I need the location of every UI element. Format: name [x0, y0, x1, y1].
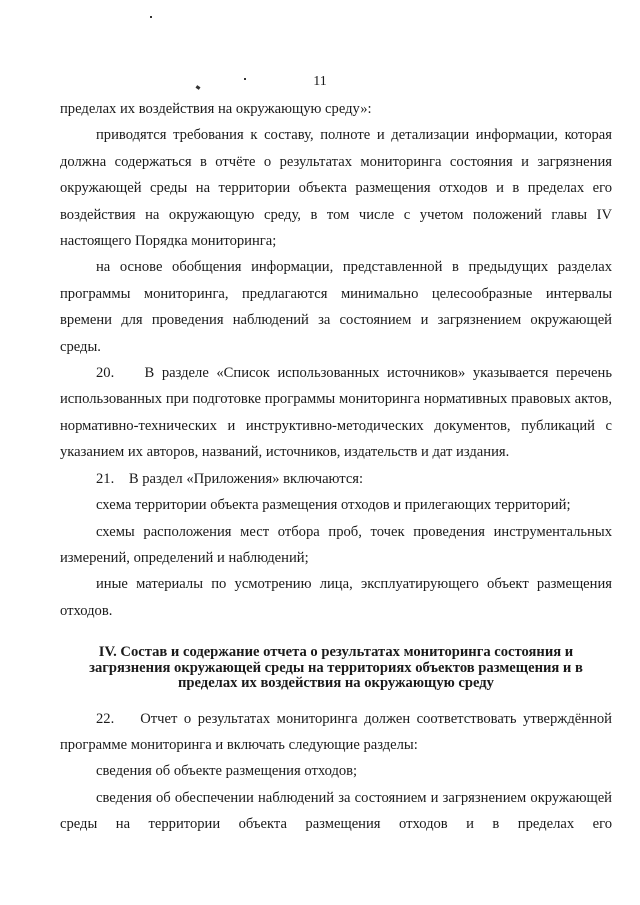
paragraph: 21. В раздел «Приложения» включаются:: [96, 470, 364, 487]
section-title: IV. Состав и содержание отчета о результатах мониторинга состояния и загрязнения окружающей среды на территориях объектов размещения и в пределах их воздействия на окружающую среду: [89, 644, 583, 692]
paragraph: 22. Отчет о результатах мониторинга должен соответствовать утверждённой программе мониторинга и включать следующие разделы:: [60, 710, 612, 754]
paragraph: сведения об объекте размещения отходов;: [96, 763, 358, 780]
paragraphs-after-section: [60, 706, 612, 838]
paragraph: на основе обобщения информации, представленной в предыдущих разделах программы мониторинга, предлагаются минимально целесообразные интервалы времени для проведения наблюдений за состоянием и загрязнением окружающей среды.: [60, 259, 612, 355]
page-number: 11: [313, 74, 327, 89]
paragraphs-before-section: [60, 96, 612, 624]
paragraph: пределах их воздействия на окружающую среду»:: [60, 101, 372, 117]
document-body: [60, 96, 612, 838]
paragraph: иные материалы по усмотрению лица, эксплуатирующего объект размещения отходов.: [60, 576, 612, 619]
scan-mark: [150, 16, 152, 18]
paragraph: 20. В разделе «Список использованных источников» указывается перечень использованных при подготовке программы мониторинга нормативных правовых актов, нормативно-технических и инструктивно-методических документов, публикаций с указанием их авторов, названий, источников, издательств и дат издания.: [60, 365, 612, 461]
paragraph: сведения об обеспечении наблюдений за состоянием и загрязнением окружающей среды на территории объекта размещения отходов и в пределах его: [60, 789, 612, 833]
paragraph: приводятся требования к составу, полноте и детализации информации, которая должна содержаться в отчёте о результатах мониторинга состояния и загрязнения окружающей среды на территории объекта размещения отходов и в пределах его воздействия на окружающую среду, в том числе с учетом положений главы IV настоящего Порядка мониторинга;: [60, 127, 612, 250]
paragraph: схема территории объекта размещения отходов и прилегающих территорий;: [96, 497, 571, 514]
paragraph: схемы расположения мест отбора проб, точек проведения инструментальных измерений, определений и наблюдений;: [60, 523, 612, 566]
